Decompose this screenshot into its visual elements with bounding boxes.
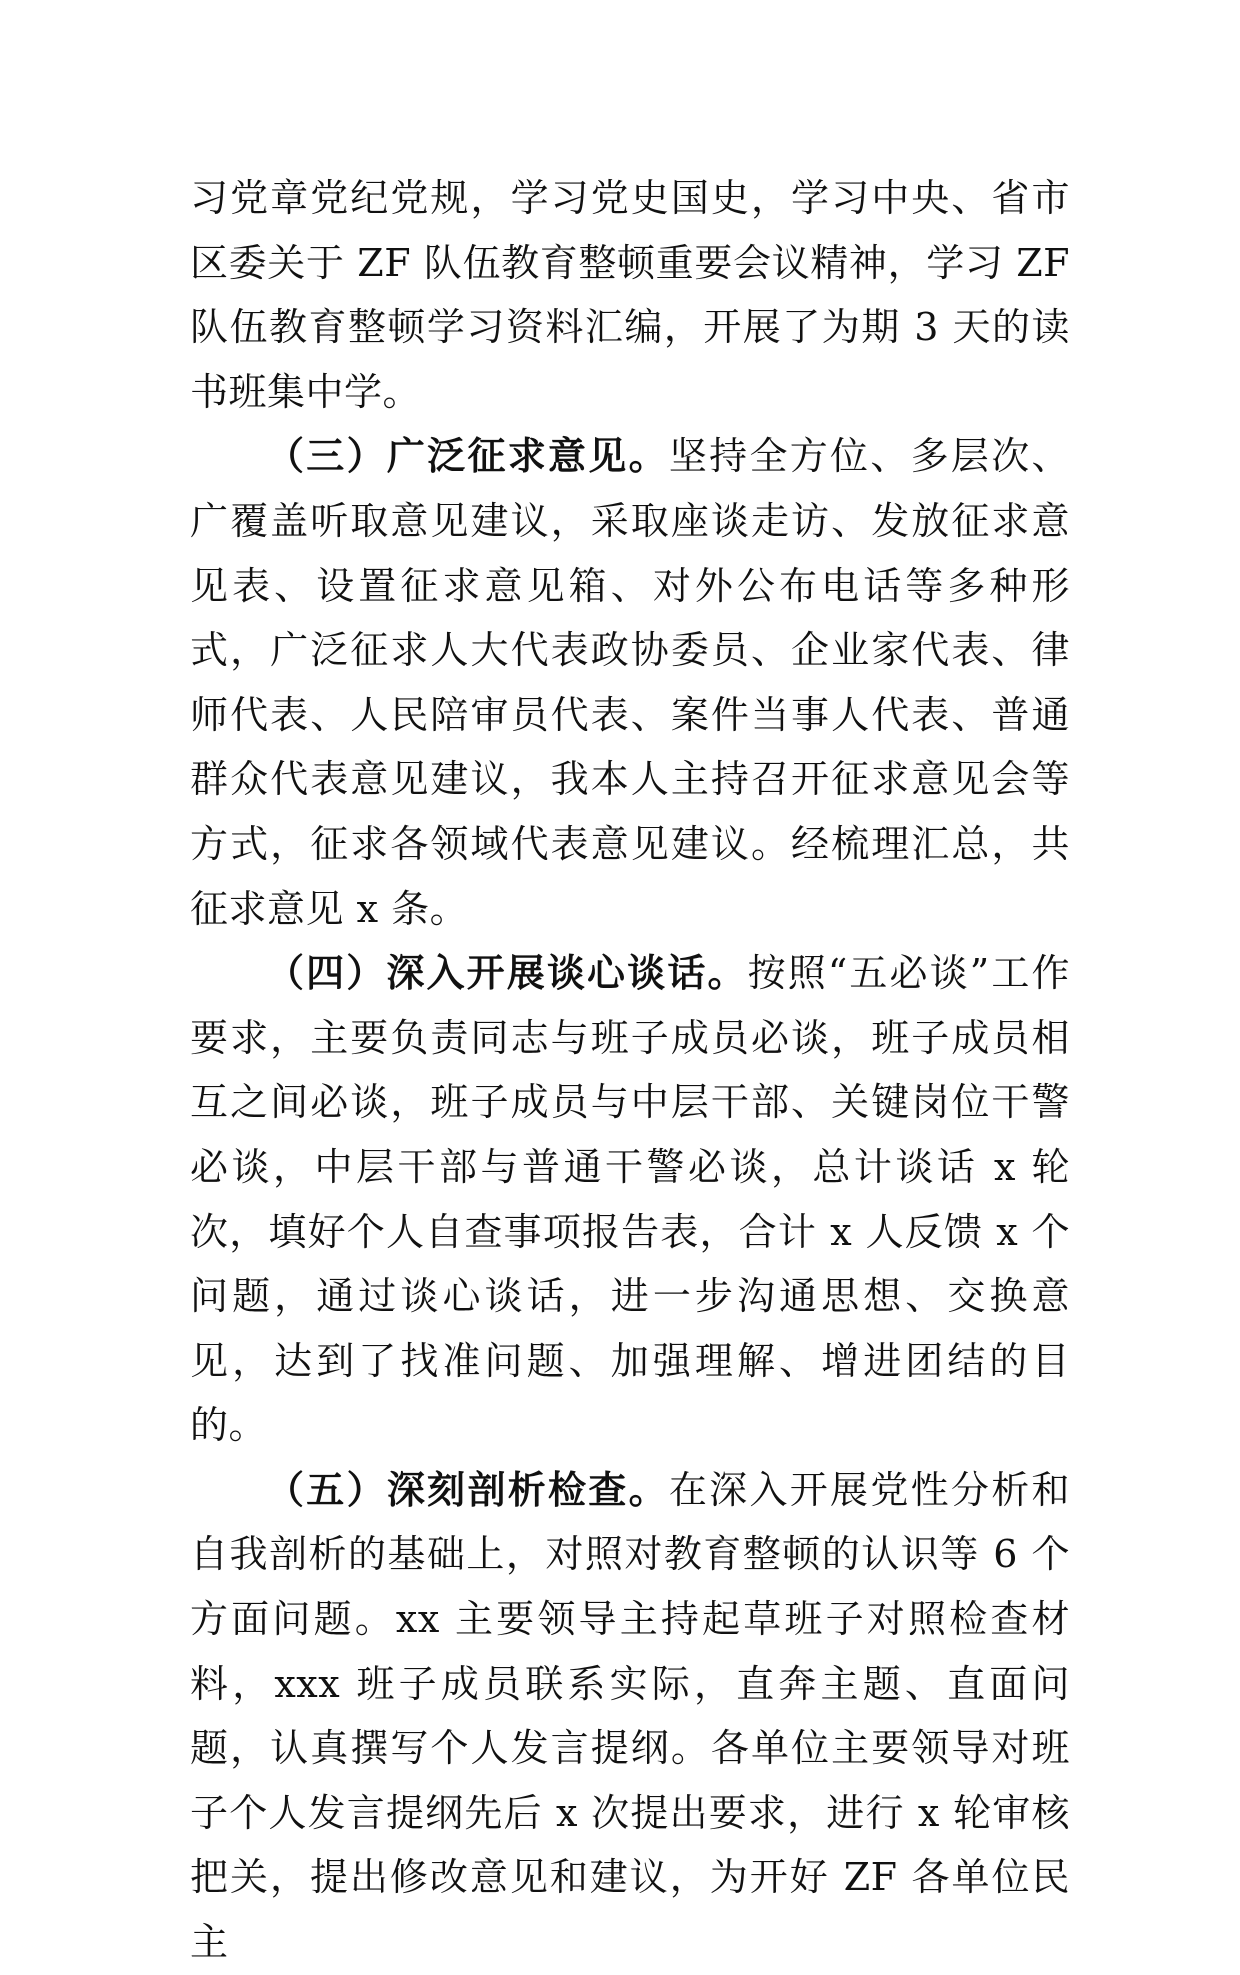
section-heading: （四）深入开展谈心谈话。 xyxy=(266,951,748,996)
paragraph-body: 坚持全方位、多层次、广覆盖听取意见建议，采取座谈走访、发放征求意见表、设置征求意见箱、对外公布电话等多种形式，广泛征求人大代表政协委员、企业家代表、律师代表、人民陪审员代表、案件当事人代表、普通群众代表意见建议，我本人主持召开征求意见会等方式，征求各领域代表意见建议。经梳理汇总，共征求意见 x 条。 xyxy=(190,434,1070,931)
paragraph-continuation xyxy=(190,166,1070,424)
paragraph-section-3 xyxy=(190,424,1070,941)
section-heading: （五）深刻剖析检查。 xyxy=(266,1467,669,1512)
document-body xyxy=(190,166,1070,1975)
paragraph-section-5 xyxy=(190,1458,1070,1975)
paragraph-body: 在深入开展党性分析和自我剖析的基础上，对照对教育整顿的认识等 6 个方面问题。xx 主要领导主持起草班子对照检查材料，xxx 班子成员联系实际，直奔主题、直面问题，认真撰写个人发言提纲。各单位主要领导对班子个人发言提纲先后 x 次提出要求，进行 x 轮审核把关，提出修改意见和建议，为开好 ZF 各单位民主 xyxy=(190,1467,1070,1965)
paragraph-body: 按照“五必谈”工作要求，主要负责同志与班子成员必谈，班子成员相互之间必谈，班子成员与中层干部、关键岗位干警必谈，中层干部与普通干警必谈，总计谈话 x 轮次，填好个人自查事项报告表，合计 x 人反馈 x 个问题，通过谈心谈话，进一步沟通思想、交换意见，达到了找准问题、加强理解、增进团结的目的。 xyxy=(190,951,1070,1448)
paragraph-section-4 xyxy=(190,941,1070,1458)
paragraph-body: 习党章党纪党规，学习党史国史，学习中央、省市区委关于 ZF 队伍教育整顿重要会议精神，学习 ZF 队伍教育整顿学习资料汇编，开展了为期 3 天的读书班集中学。 xyxy=(190,176,1070,414)
section-heading: （三）广泛征求意见。 xyxy=(266,434,669,479)
